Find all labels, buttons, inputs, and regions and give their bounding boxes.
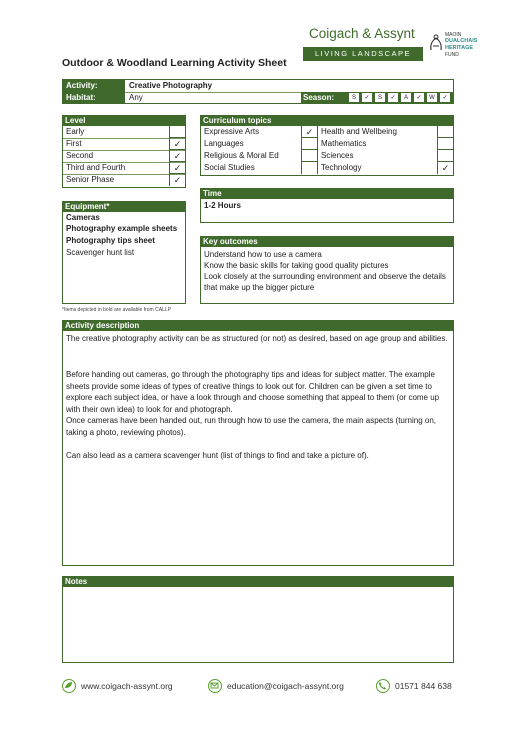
season-spring-letter: S bbox=[348, 92, 360, 103]
equipment-item: Photography example sheets bbox=[66, 224, 178, 233]
curriculum-check bbox=[301, 138, 317, 150]
footer-website[interactable] bbox=[62, 678, 173, 694]
outcome-line: Look closely at the surrounding environment and observe the details that make up the bigger picture bbox=[204, 272, 446, 292]
curriculum-heading: Curriculum topics bbox=[200, 115, 454, 126]
curriculum-table bbox=[200, 126, 454, 176]
curriculum-check bbox=[437, 138, 453, 150]
notes-area[interactable] bbox=[62, 587, 454, 663]
outcome-line: Understand how to use a camera bbox=[204, 250, 322, 259]
fund-line-3: HERITAGE bbox=[445, 45, 474, 51]
time-heading: Time bbox=[200, 188, 454, 199]
curriculum-row: Mathematics bbox=[321, 139, 367, 148]
level-check: ✓ bbox=[169, 162, 185, 174]
level-row: Early bbox=[66, 127, 85, 136]
curriculum-check: ✓ bbox=[301, 126, 317, 138]
outcomes-heading: Key outcomes bbox=[200, 236, 454, 247]
curriculum-row: Religious & Moral Ed bbox=[204, 151, 279, 160]
curriculum-check bbox=[301, 150, 317, 162]
fund-line-1: MAOIN bbox=[445, 32, 462, 38]
curriculum-row: Health and Wellbeing bbox=[321, 127, 397, 136]
season-winter-mark: ✓ bbox=[439, 92, 451, 103]
curriculum-check: ✓ bbox=[437, 162, 453, 174]
season-summer-mark: ✓ bbox=[387, 92, 399, 103]
curriculum-row: Technology bbox=[321, 163, 362, 172]
page-title: Outdoor & Woodland Learning Activity Sheet bbox=[62, 57, 287, 69]
phone-icon bbox=[376, 679, 390, 693]
equipment-heading: Equipment* bbox=[62, 201, 186, 212]
brand-logo bbox=[303, 26, 423, 68]
outcomes-box bbox=[200, 247, 454, 304]
level-row: Third and Fourth bbox=[66, 163, 126, 172]
fund-line-4: FUND bbox=[445, 52, 459, 58]
time-box bbox=[200, 199, 454, 223]
curriculum-check bbox=[437, 150, 453, 162]
envelope-icon bbox=[208, 679, 222, 693]
level-heading: Level bbox=[62, 115, 186, 126]
footer-phone[interactable] bbox=[376, 678, 452, 694]
season-spring-mark: ✓ bbox=[361, 92, 373, 103]
curriculum-check bbox=[301, 162, 317, 174]
level-row: Second bbox=[66, 151, 94, 160]
description-heading: Activity description bbox=[62, 320, 454, 331]
description-paragraph: Before handing out cameras, go through the photography tips and ideas for subject matter. The example sheets provide some ideas of types of creative things to look out for. Children can be given a set time to explore each subject idea, or have a look through and choose something that appeal to them (or come up with their own idea) to look for and photograph. Once cameras have been handed out, run through how to use the camera, the main aspects (turning on, taking a photo, reviewing photos). bbox=[66, 370, 440, 437]
season-winter-letter: W bbox=[426, 92, 438, 103]
level-row: Senior Phase bbox=[66, 175, 115, 184]
curriculum-check bbox=[437, 126, 453, 138]
equipment-box bbox=[62, 212, 186, 304]
level-table bbox=[62, 126, 186, 188]
curriculum-row: Expressive Arts bbox=[204, 127, 260, 136]
level-check: ✓ bbox=[169, 138, 185, 150]
habitat-label: Habitat: bbox=[63, 92, 125, 103]
footer-email[interactable] bbox=[208, 678, 344, 694]
description-paragraph: Can also lead as a camera scavenger hunt (list of things to find and take a picture of). bbox=[66, 451, 369, 460]
brand-tagline: LIVING LANDSCAPE bbox=[303, 47, 423, 61]
level-row: First bbox=[66, 139, 82, 148]
email-text: education@coigach-assynt.org bbox=[227, 681, 344, 691]
season-autumn-letter: A bbox=[400, 92, 412, 103]
habitat-value: Any bbox=[129, 93, 143, 102]
activity-label: Activity: bbox=[63, 80, 125, 92]
fund-line-2: DUALCHAIS bbox=[445, 38, 478, 44]
level-check bbox=[169, 126, 185, 138]
curriculum-row: Social Studies bbox=[204, 163, 255, 172]
season-autumn-mark: ✓ bbox=[413, 92, 425, 103]
lottery-hands-icon bbox=[428, 34, 444, 52]
description-box bbox=[62, 331, 454, 566]
level-check: ✓ bbox=[169, 174, 185, 186]
leaf-globe-icon bbox=[62, 679, 76, 693]
equipment-item: Photography tips sheet bbox=[66, 236, 155, 245]
equipment-item: Scavenger hunt list bbox=[66, 248, 135, 257]
outcome-line: Know the basic skills for taking good quality pictures bbox=[204, 261, 389, 270]
heritage-fund-logo bbox=[428, 32, 484, 68]
phone-text: 01571 844 638 bbox=[395, 681, 452, 691]
equipment-item: Cameras bbox=[66, 213, 100, 222]
curriculum-row: Languages bbox=[204, 139, 244, 148]
activity-value: Creative Photography bbox=[129, 81, 213, 90]
equipment-footnote: *Items depicted in bold are available from CALLP bbox=[62, 307, 171, 313]
curriculum-row: Sciences bbox=[321, 151, 354, 160]
time-value: 1-2 Hours bbox=[204, 201, 241, 210]
level-check: ✓ bbox=[169, 150, 185, 162]
season-label: Season: bbox=[301, 92, 347, 103]
description-paragraph: The creative photography activity can be as structured (or not) as desired, based on age group and abilities. bbox=[66, 334, 448, 343]
website-text: www.coigach-assynt.org bbox=[81, 681, 173, 691]
season-summer-letter: S bbox=[374, 92, 386, 103]
brand-name: Coigach & Assynt bbox=[309, 26, 415, 41]
notes-heading: Notes bbox=[62, 576, 454, 587]
